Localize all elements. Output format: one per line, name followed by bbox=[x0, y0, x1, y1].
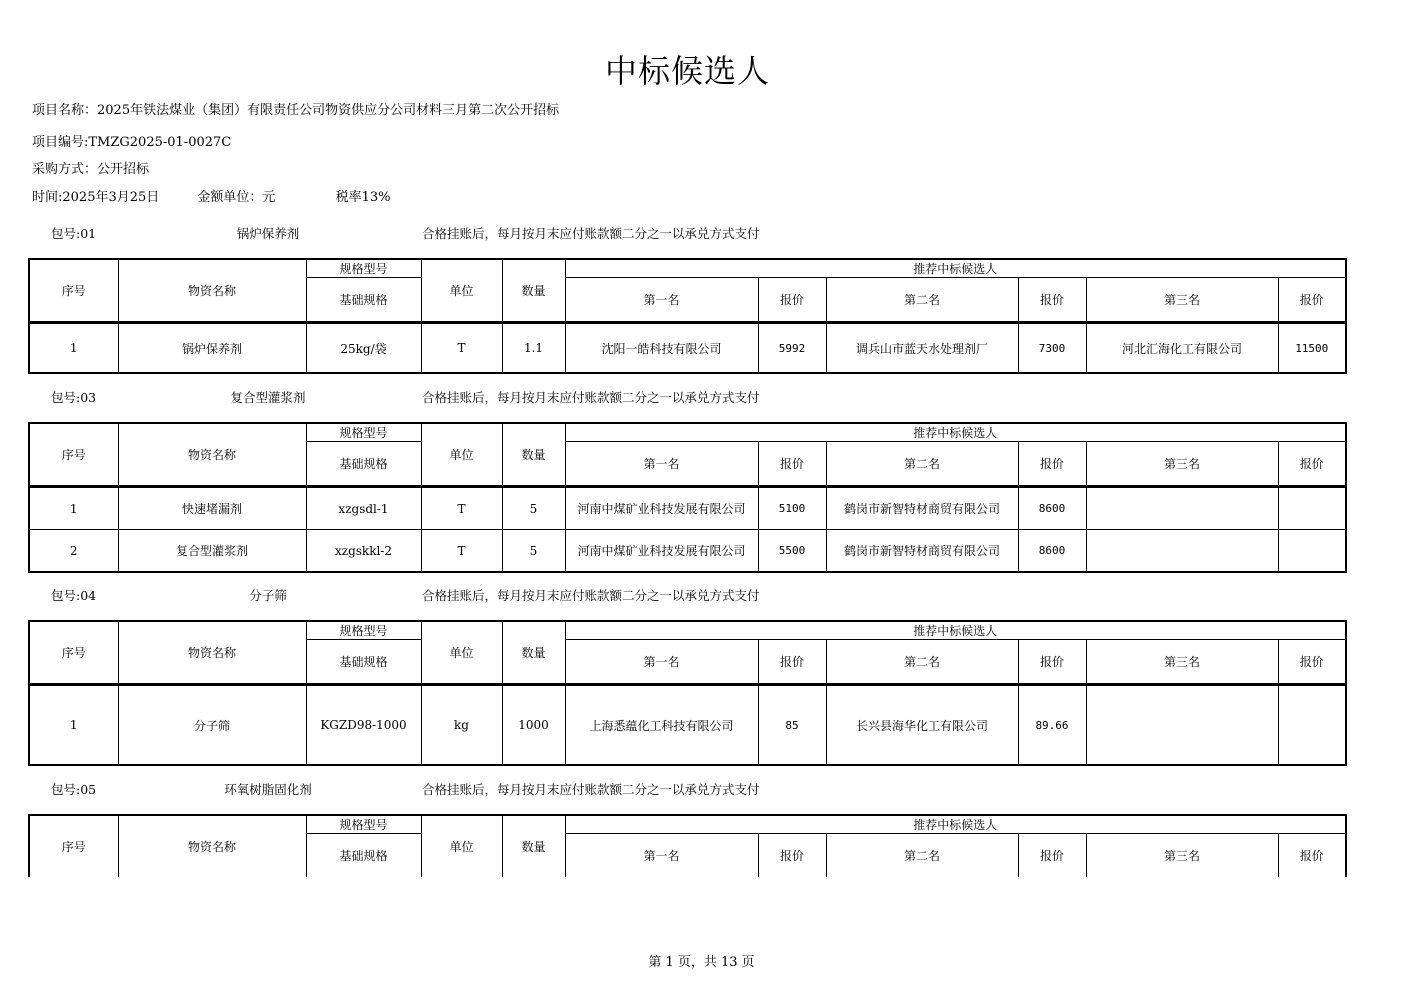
package-header bbox=[0, 224, 1403, 242]
header-spec-group: 规格型号 bbox=[306, 815, 421, 834]
header-price-3: 报价 bbox=[1278, 442, 1346, 487]
cell-unit: kg bbox=[421, 685, 502, 766]
cell-second: 调兵山市蓝天水处理剂厂 bbox=[826, 323, 1018, 374]
package-number: 包号:04 bbox=[51, 588, 97, 603]
cell-material: 快速堵漏剂 bbox=[118, 487, 306, 530]
header-recommend: 推荐中标候选人 bbox=[565, 815, 1346, 834]
cell-seq: 2 bbox=[29, 530, 118, 573]
cell-third bbox=[1086, 685, 1278, 766]
cell-material: 复合型灌浆剂 bbox=[118, 530, 306, 573]
cell-seq: 1 bbox=[29, 323, 118, 374]
package-name: 锅炉保养剂 bbox=[236, 226, 300, 241]
header-row bbox=[29, 259, 1346, 278]
page-footer: 第 1 页，共 13 页 bbox=[648, 955, 755, 970]
cell-third: 河北汇海化工有限公司 bbox=[1086, 323, 1278, 374]
cell-qty: 1.1 bbox=[502, 323, 565, 374]
cell-qty: 1000 bbox=[502, 685, 565, 766]
table-row bbox=[29, 530, 1346, 573]
header-price-2: 报价 bbox=[1018, 834, 1086, 878]
header-material: 物资名称 bbox=[118, 621, 306, 685]
header-third: 第三名 bbox=[1086, 834, 1278, 878]
cell-second: 长兴县海华化工有限公司 bbox=[826, 685, 1018, 766]
cell-third bbox=[1086, 487, 1278, 530]
header-price-2: 报价 bbox=[1018, 442, 1086, 487]
cell-spec: xzgskkl-2 bbox=[306, 530, 421, 573]
header-first: 第一名 bbox=[565, 834, 758, 878]
cell-unit: T bbox=[421, 323, 502, 374]
cell-first: 河南中煤矿业科技发展有限公司 bbox=[565, 530, 758, 573]
header-unit: 单位 bbox=[421, 815, 502, 877]
header-price-1: 报价 bbox=[758, 640, 826, 685]
header-seq: 序号 bbox=[29, 423, 118, 487]
header-price-1: 报价 bbox=[758, 834, 826, 878]
tax-rate: 税率13% bbox=[335, 190, 391, 205]
header-material: 物资名称 bbox=[118, 815, 306, 877]
header-spec: 基础规格 bbox=[306, 278, 421, 323]
cell-spec: KGZD98-1000 bbox=[306, 685, 421, 766]
package-number: 包号:05 bbox=[51, 782, 97, 797]
header-price-1: 报价 bbox=[758, 442, 826, 487]
header-second: 第二名 bbox=[826, 442, 1018, 487]
cell-first: 河南中煤矿业科技发展有限公司 bbox=[565, 487, 758, 530]
payment-terms: 合格挂账后，每月按月末应付账款额二分之一以承兑方式支付 bbox=[422, 588, 760, 603]
package-header bbox=[0, 388, 1403, 406]
cell-p2: 89.66 bbox=[1018, 685, 1086, 766]
header-price-1: 报价 bbox=[758, 278, 826, 323]
cell-p2: 7300 bbox=[1018, 323, 1086, 374]
cell-second: 鹤岗市新智特材商贸有限公司 bbox=[826, 530, 1018, 573]
candidate-table bbox=[28, 620, 1347, 766]
header-price-2: 报价 bbox=[1018, 278, 1086, 323]
bid-date: 时间:2025年3月25日 bbox=[32, 190, 160, 205]
header-recommend: 推荐中标候选人 bbox=[565, 621, 1346, 640]
cell-p3 bbox=[1278, 685, 1346, 766]
header-price-3: 报价 bbox=[1278, 640, 1346, 685]
header-seq: 序号 bbox=[29, 621, 118, 685]
cell-p3 bbox=[1278, 530, 1346, 573]
cell-spec: xzgsdl-1 bbox=[306, 487, 421, 530]
cell-first: 上海悉蕴化工科技有限公司 bbox=[565, 685, 758, 766]
cell-p1: 5992 bbox=[758, 323, 826, 374]
package-name: 复合型灌浆剂 bbox=[230, 390, 306, 405]
payment-terms: 合格挂账后，每月按月末应付账款额二分之一以承兑方式支付 bbox=[422, 226, 760, 241]
cell-third bbox=[1086, 530, 1278, 573]
cell-unit: T bbox=[421, 487, 502, 530]
cell-p1: 5100 bbox=[758, 487, 826, 530]
page-title: 中标候选人 bbox=[604, 52, 770, 90]
header-first: 第一名 bbox=[565, 442, 758, 487]
project-number: 项目编号:TMZG2025-01-0027C bbox=[32, 135, 232, 150]
table-row bbox=[29, 487, 1346, 530]
candidate-table bbox=[28, 814, 1347, 877]
package-name: 分子筛 bbox=[249, 588, 287, 603]
procurement-method: 采购方式：公开招标 bbox=[32, 162, 150, 177]
header-second: 第二名 bbox=[826, 640, 1018, 685]
cell-seq: 1 bbox=[29, 685, 118, 766]
cell-p1: 85 bbox=[758, 685, 826, 766]
header-price-3: 报价 bbox=[1278, 834, 1346, 878]
header-qty: 数量 bbox=[502, 815, 565, 877]
cell-seq: 1 bbox=[29, 487, 118, 530]
package-header bbox=[0, 586, 1403, 604]
header-second: 第二名 bbox=[826, 834, 1018, 878]
cell-spec: 25kg/袋 bbox=[306, 323, 421, 374]
currency-unit: 金额单位：元 bbox=[197, 190, 276, 205]
cell-p1: 5500 bbox=[758, 530, 826, 573]
header-qty: 数量 bbox=[502, 259, 565, 323]
header-seq: 序号 bbox=[29, 815, 118, 877]
header-qty: 数量 bbox=[502, 423, 565, 487]
table-row bbox=[29, 685, 1346, 766]
cell-material: 锅炉保养剂 bbox=[118, 323, 306, 374]
header-first: 第一名 bbox=[565, 640, 758, 685]
header-second: 第二名 bbox=[826, 278, 1018, 323]
package-number: 包号:03 bbox=[51, 390, 97, 405]
header-spec-group: 规格型号 bbox=[306, 621, 421, 640]
candidate-table bbox=[28, 422, 1347, 573]
cell-p2: 8600 bbox=[1018, 487, 1086, 530]
header-spec-group: 规格型号 bbox=[306, 259, 421, 278]
header-unit: 单位 bbox=[421, 423, 502, 487]
cell-qty: 5 bbox=[502, 487, 565, 530]
header-third: 第三名 bbox=[1086, 278, 1278, 323]
info-line bbox=[32, 186, 390, 205]
header-seq: 序号 bbox=[29, 259, 118, 323]
cell-first: 沈阳一皓科技有限公司 bbox=[565, 323, 758, 374]
header-price-3: 报价 bbox=[1278, 278, 1346, 323]
header-third: 第三名 bbox=[1086, 640, 1278, 685]
header-row bbox=[29, 621, 1346, 640]
cell-p2: 8600 bbox=[1018, 530, 1086, 573]
cell-p3 bbox=[1278, 487, 1346, 530]
header-recommend: 推荐中标候选人 bbox=[565, 259, 1346, 278]
header-spec: 基础规格 bbox=[306, 442, 421, 487]
header-row bbox=[29, 423, 1346, 442]
cell-p3: 11500 bbox=[1278, 323, 1346, 374]
candidate-table bbox=[28, 258, 1347, 374]
header-spec-group: 规格型号 bbox=[306, 423, 421, 442]
package-name: 环氧树脂固化剂 bbox=[224, 782, 312, 797]
header-spec: 基础规格 bbox=[306, 834, 421, 878]
header-unit: 单位 bbox=[421, 259, 502, 323]
project-name: 项目名称：2025年铁法煤业（集团）有限责任公司物资供应分公司材料三月第二次公开招标 bbox=[32, 103, 560, 118]
header-material: 物资名称 bbox=[118, 423, 306, 487]
header-recommend: 推荐中标候选人 bbox=[565, 423, 1346, 442]
header-spec: 基础规格 bbox=[306, 640, 421, 685]
header-third: 第三名 bbox=[1086, 442, 1278, 487]
header-qty: 数量 bbox=[502, 621, 565, 685]
package-header bbox=[0, 780, 1403, 798]
header-first: 第一名 bbox=[565, 278, 758, 323]
cell-unit: T bbox=[421, 530, 502, 573]
cell-material: 分子筛 bbox=[118, 685, 306, 766]
cell-qty: 5 bbox=[502, 530, 565, 573]
header-unit: 单位 bbox=[421, 621, 502, 685]
header-material: 物资名称 bbox=[118, 259, 306, 323]
header-price-2: 报价 bbox=[1018, 640, 1086, 685]
package-number: 包号:01 bbox=[51, 226, 97, 241]
table-row bbox=[29, 323, 1346, 374]
header-row bbox=[29, 815, 1346, 834]
payment-terms: 合格挂账后，每月按月末应付账款额二分之一以承兑方式支付 bbox=[422, 390, 760, 405]
payment-terms: 合格挂账后，每月按月末应付账款额二分之一以承兑方式支付 bbox=[422, 782, 760, 797]
cell-second: 鹤岗市新智特材商贸有限公司 bbox=[826, 487, 1018, 530]
